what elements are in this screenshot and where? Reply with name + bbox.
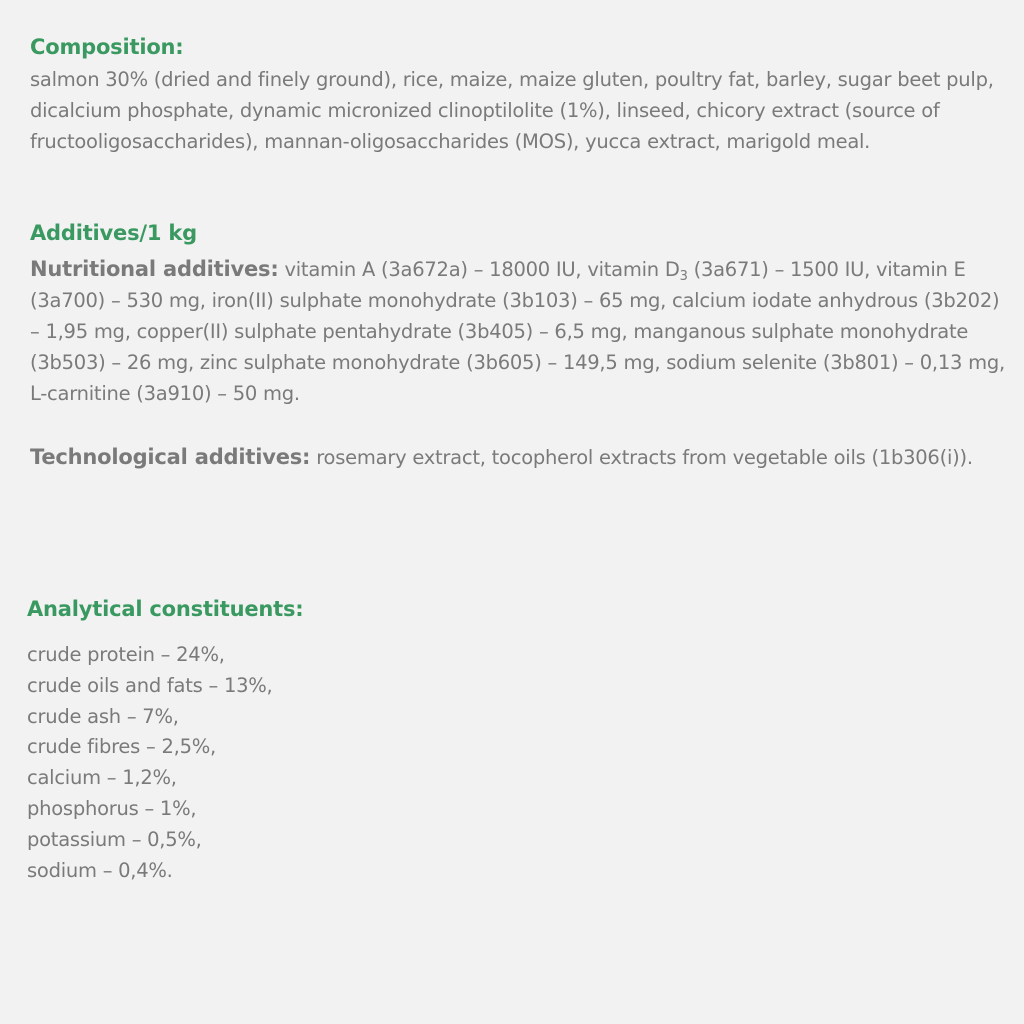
- composition-text: salmon 30% (dried and finely ground), rice, maize, maize gluten, poultry fat, barley, sugar beet pulp, dicalcium phosphate, dynamic micronized clinoptilolite (1%), linseed, chicory extract (source of fructooligosaccharides), mannan-oligosaccharides (MOS), yucca extract, marigold meal.: [30, 68, 994, 153]
- nutritional-additives-text-rest: (3a671) – 1500 IU, vitamin E (3a700) – 530 mg, iron(II) sulphate monohydrate (3b103) – 65 mg, calcium iodate anhydrous (3b202) – 1,95 mg, copper(II) sulphate pentahydrate (3b405) – 6,5 mg, manganous sulphate monohydrate (3b503) – 26 mg, zinc sulphate monohydrate (3b605) – 149,5 mg, sodium selenite (3b801) – 0,13 mg, L-carnitine (3a910) – 50 mg.: [30, 258, 1005, 405]
- list-item: crude ash – 7%,: [27, 704, 179, 728]
- nutritional-additives-paragraph: [30, 254, 1005, 409]
- nutritional-additives-label: Nutritional additives:: [30, 257, 279, 281]
- technological-additives-text: rosemary extract, tocopherol extracts from vegetable oils (1b306(i)).: [316, 446, 973, 469]
- list-item: sodium – 0,4%.: [27, 858, 173, 882]
- list-item: crude protein – 24%,: [27, 643, 225, 666]
- additives-heading: Additives/1 kg: [30, 221, 197, 245]
- analytical-constituents-list: [27, 640, 273, 886]
- list-item: potassium – 0,5%,: [27, 827, 202, 851]
- vitamin-d-subscript: 3: [679, 269, 688, 284]
- list-item: calcium – 1,2%,: [27, 766, 177, 790]
- nutritional-additives-text-start: vitamin A (3a672a) – 18000 IU, vitamin D: [284, 258, 680, 281]
- list-item: crude oils and fats – 13%,: [27, 673, 273, 697]
- list-item: phosphorus – 1%,: [27, 796, 197, 820]
- technological-additives-label: Technological additives:: [30, 445, 311, 469]
- list-item: crude fibres – 2,5%,: [27, 735, 216, 759]
- composition-heading: Composition:: [30, 35, 184, 59]
- technological-additives-paragraph: [30, 442, 1005, 473]
- analytical-constituents-heading: Analytical constituents:: [27, 597, 304, 621]
